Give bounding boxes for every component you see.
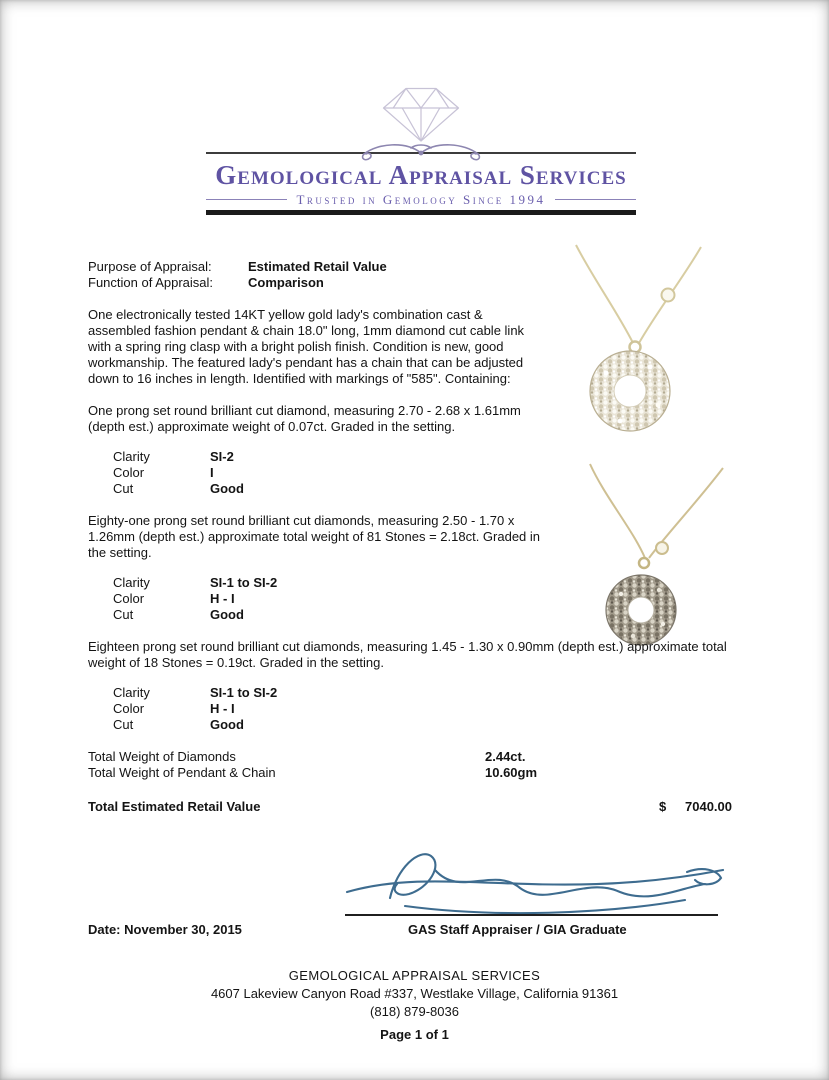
grade-row bbox=[113, 591, 744, 607]
purpose-label: Purpose of Appraisal: bbox=[88, 259, 212, 274]
item-description: One electronically tested 14KT yellow gold lady's combination cast & assembled fashion pendant & chain 18.0" long, 1mm diamond cut cable link with a spring ring clasp with a bright polish finish. Condition is new, good workmanship. The featured lady's pendant has a chain that can be adjusted down to 16 inches in length. Identified with markings of "585". Containing: bbox=[88, 307, 525, 386]
clarity-value: SI-2 bbox=[210, 449, 234, 464]
function-label: Function of Appraisal: bbox=[88, 275, 214, 290]
cut-label: Cut bbox=[113, 607, 134, 622]
cut-value: Good bbox=[210, 717, 244, 732]
stone-1-grading-table bbox=[113, 449, 744, 497]
grade-row bbox=[113, 607, 744, 623]
clarity-label: Clarity bbox=[113, 575, 150, 590]
stone-3-grading-table bbox=[113, 685, 744, 733]
grade-row bbox=[113, 465, 744, 481]
total-pendant-weight-label: Total Weight of Pendant & Chain bbox=[88, 765, 276, 780]
tagline-rule-right bbox=[555, 199, 636, 200]
clarity-label: Clarity bbox=[113, 449, 150, 464]
total-pendant-weight-row bbox=[88, 765, 744, 781]
header-bottom-bar bbox=[206, 210, 636, 215]
grade-row bbox=[113, 575, 744, 591]
totals-section bbox=[88, 749, 744, 781]
stone-2-description: Eighty-one prong set round brilliant cut diamonds, measuring 2.50 - 1.70 x 1.26mm (depth est.) approximate total weight of 81 Stones = 2.18ct. Graded in the setting. bbox=[88, 513, 541, 560]
clarity-value: SI-1 to SI-2 bbox=[210, 575, 278, 590]
footer-phone: (818) 879-8036 bbox=[370, 1004, 459, 1019]
stone-1-description: One prong set round brilliant cut diamond, measuring 2.70 - 2.68 x 1.61mm (depth est.) approximate weight of 0.07ct. Graded in the setting. bbox=[88, 403, 521, 434]
footer bbox=[0, 967, 829, 1044]
grade-row bbox=[113, 481, 744, 497]
total-retail-value-amount: 7040.00 bbox=[685, 799, 732, 814]
clarity-label: Clarity bbox=[113, 685, 150, 700]
purpose-row bbox=[88, 259, 744, 275]
tagline-row bbox=[206, 193, 636, 206]
cut-label: Cut bbox=[113, 481, 134, 496]
color-label: Color bbox=[113, 591, 145, 606]
total-diamond-weight-row bbox=[88, 749, 744, 765]
tagline-rule-left bbox=[206, 199, 287, 200]
footer-company: GEMOLOGICAL APPRAISAL SERVICES bbox=[288, 968, 541, 983]
cut-value: Good bbox=[210, 481, 244, 496]
stone-2-grading-table bbox=[113, 575, 744, 623]
color-label: Color bbox=[113, 465, 145, 480]
currency-symbol: $ bbox=[659, 799, 667, 814]
purpose-value: Estimated Retail Value bbox=[248, 259, 387, 274]
cut-value: Good bbox=[210, 607, 244, 622]
grade-row bbox=[113, 449, 744, 465]
total-diamond-weight-label: Total Weight of Diamonds bbox=[88, 749, 236, 764]
date-line: Date: November 30, 2015 bbox=[88, 922, 242, 937]
flourish-icon bbox=[356, 138, 486, 164]
color-value: I bbox=[210, 465, 214, 480]
clarity-value: SI-1 to SI-2 bbox=[210, 685, 278, 700]
total-pendant-weight-value: 10.60gm bbox=[485, 765, 538, 780]
color-value: H - I bbox=[210, 701, 235, 716]
brand-tagline: Trusted in Gemology Since 1994 bbox=[296, 192, 546, 207]
appraisal-body bbox=[88, 259, 744, 815]
brand-name: Gemological Appraisal Services bbox=[215, 160, 627, 190]
function-value: Comparison bbox=[248, 275, 324, 290]
appraiser-title: GAS Staff Appraiser / GIA Graduate bbox=[408, 922, 627, 937]
cut-label: Cut bbox=[113, 717, 134, 732]
grade-row bbox=[113, 701, 744, 717]
grade-row bbox=[113, 685, 744, 701]
stone-3-description: Eighteen prong set round brilliant cut diamonds, measuring 1.45 - 1.30 x 0.90mm (depth est.) approximate total weight of 18 Stones = 0.19ct. Graded in the setting. bbox=[88, 639, 727, 670]
signature-line bbox=[345, 914, 718, 916]
grade-row bbox=[113, 717, 744, 733]
appraiser-signature bbox=[335, 840, 730, 920]
footer-address: 4607 Lakeview Canyon Road #337, Westlake Village, California 91361 bbox=[210, 986, 619, 1001]
color-label: Color bbox=[113, 701, 145, 716]
diamond-logo-icon bbox=[371, 84, 471, 144]
brand-header bbox=[206, 84, 636, 215]
total-diamond-weight-value: 2.44ct. bbox=[485, 749, 526, 764]
color-value: H - I bbox=[210, 591, 235, 606]
total-retail-value-row bbox=[88, 799, 744, 815]
page-number: Page 1 of 1 bbox=[380, 1027, 449, 1042]
header-top-rule bbox=[206, 144, 636, 160]
function-row bbox=[88, 275, 744, 291]
total-retail-value-label: Total Estimated Retail Value bbox=[88, 799, 261, 814]
